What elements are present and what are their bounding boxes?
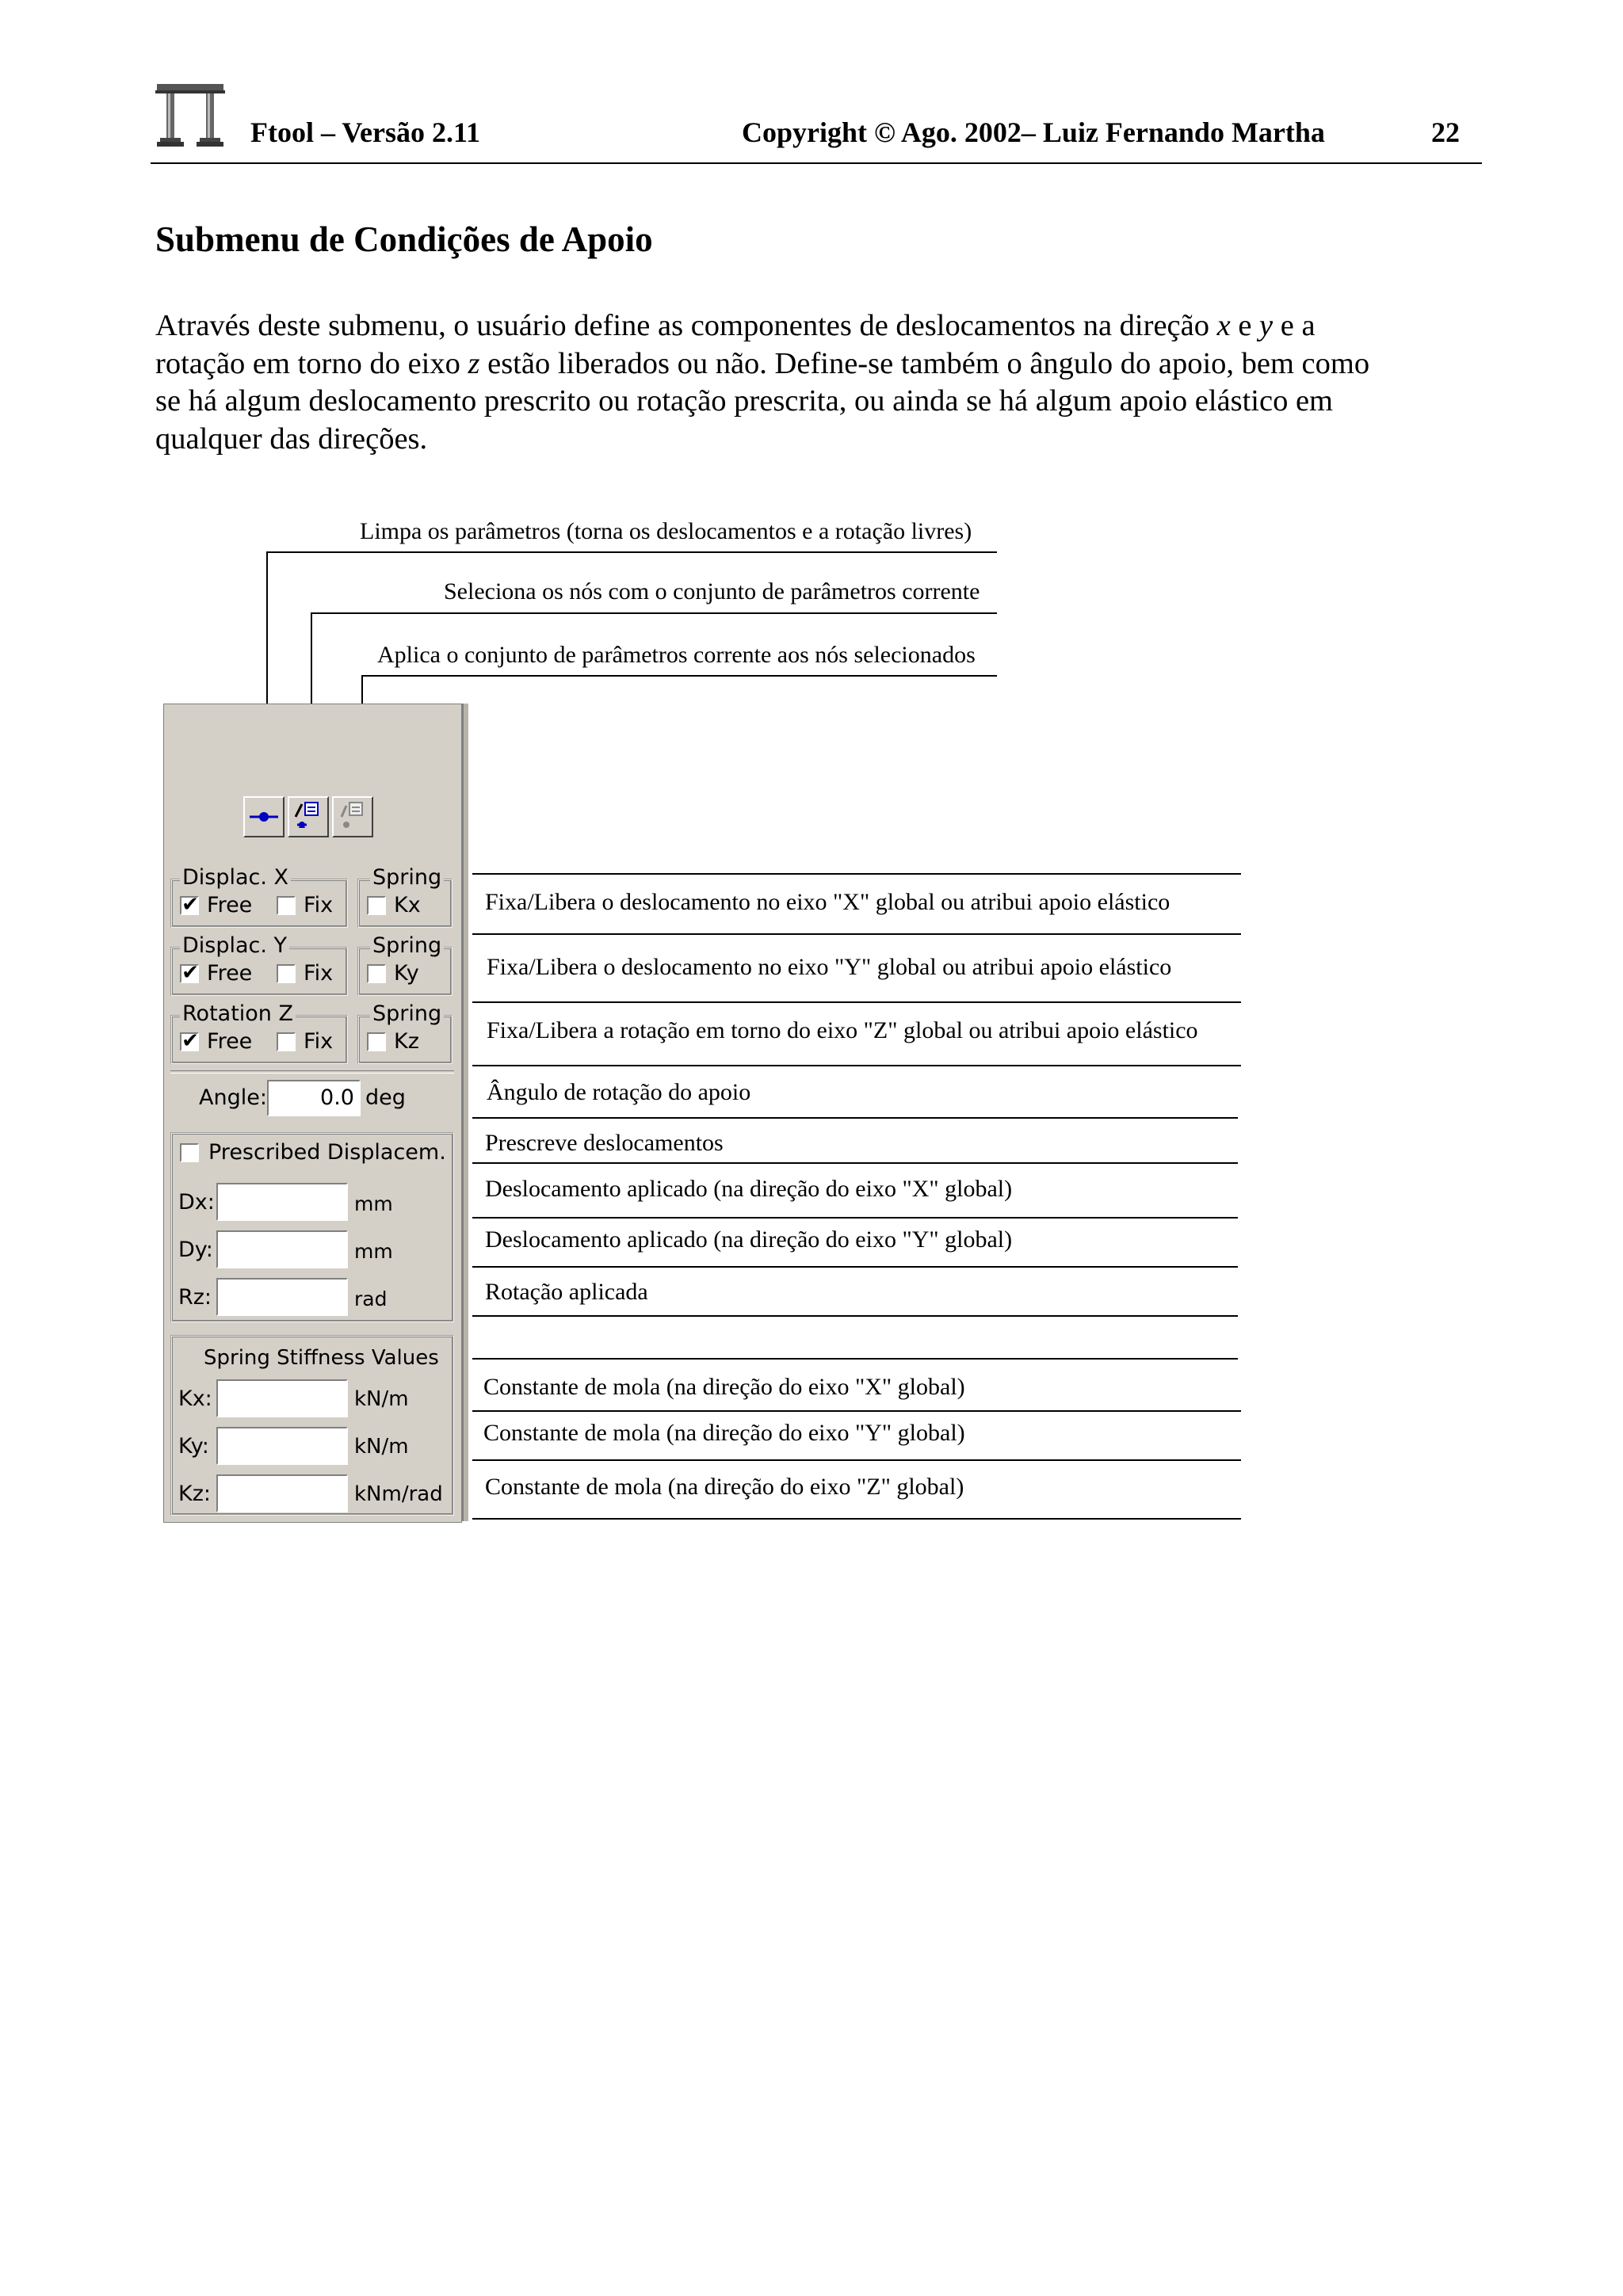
header-title: Ftool – Versão 2.11 [250,116,481,148]
annotation-rule [472,1117,1238,1119]
dy-unit: mm [354,1240,393,1263]
check-mark-icon: ✔ [181,893,199,917]
annotation-rule [472,873,1241,875]
angle-value: 0.0 [320,1085,354,1110]
free-label: Free [207,961,253,986]
ftool-logo-icon [155,82,225,147]
kx-unit: kN/m [354,1387,409,1411]
rz-input[interactable] [216,1278,348,1316]
prescribed-displacement-label: Prescribed Displacem. [208,1140,446,1165]
annotation-displac-x: Fixa/Libera o deslocamento no eixo "X" global ou atribui apoio elástico [485,889,1170,915]
displac-x-group [170,865,348,928]
annotation-rule [472,1459,1241,1461]
annotation-rule [472,1001,1241,1003]
callout-apply-line [361,675,997,677]
text: rotação em torno do eixo [155,346,468,380]
text: estão liberados ou não. Define-se também o ângulo do apoio, bem como [479,346,1370,380]
annotation-rz: Rotação aplicada [485,1279,648,1305]
clear-parameters-button[interactable] [243,796,285,837]
spring-stiffness-group [170,1335,454,1516]
text: e [1230,309,1260,342]
annotation-rule [472,1518,1241,1520]
rz-label: Rz: [178,1285,212,1310]
kz-unit: kNm/rad [354,1482,443,1506]
prescribed-displacement-checkbox[interactable] [180,1143,199,1162]
callout-select: Seleciona os nós com o conjunto de parâmetros corrente [444,578,980,605]
free-label: Free [207,1029,253,1054]
prescribed-displacement-group [170,1132,454,1322]
spring-y-title: Spring [370,934,444,958]
annotation-angle: Ângulo de rotação do apoio [487,1079,751,1105]
callout-apply: Aplica o conjunto de parâmetros corrente aos nós selecionados [377,642,976,668]
rz-unit: rad [354,1287,388,1310]
annotation-rule [472,933,1241,935]
spring-x-title: Spring [370,866,444,890]
dy-input[interactable] [216,1230,348,1268]
annotation-kz: Constante de mola (na direção do eixo "Z" global) [485,1474,964,1500]
kx-label: Kx [394,893,421,917]
spring-z-group [357,1001,453,1064]
rotation-z-fix-checkbox[interactable] [277,1032,296,1051]
annotation-rule [472,1266,1238,1268]
para-line-3: se há algum deslocamento prescrito ou rotação prescrita, ou ainda se há algum apoio elástico em [155,384,1333,418]
check-mark-icon: ✔ [181,961,199,985]
displac-y-group [170,933,348,996]
separator [170,1070,454,1074]
para-line-1 [155,307,1503,345]
para-line-4: qualquer das direções. [155,421,428,456]
annotation-rule [472,1410,1241,1412]
spring-kx-checkbox[interactable] [367,896,386,915]
clear-support-icon [245,798,283,836]
text: e a [1273,309,1316,342]
annotation-rule [472,1315,1238,1317]
apply-parameters-button[interactable] [332,796,373,837]
italic-z: z [468,346,480,380]
dx-label: Dx: [178,1190,215,1215]
check-mark-icon: ✔ [181,1029,199,1053]
displac-y-title: Displac. Y [180,934,289,958]
displac-x-free-checkbox[interactable] [180,893,199,917]
kz-label: Kz [394,1029,419,1054]
callout-clear: Limpa os parâmetros (torna os deslocamentos e a rotação livres) [360,518,972,544]
annotation-rule [472,1065,1241,1066]
spring-y-group [357,933,453,996]
annotation-prescribed: Prescreve deslocamentos [485,1130,724,1156]
spring-x-group [357,865,453,928]
kx-input[interactable] [216,1379,348,1417]
callout-clear-line [266,551,997,553]
header-rule [151,162,1482,164]
fix-label: Fix [304,1029,334,1054]
annotation-ky: Constante de mola (na direção do eixo "Y" global) [483,1420,965,1446]
rotation-z-free-checkbox[interactable] [180,1029,199,1053]
displac-y-fix-checkbox[interactable] [277,964,296,983]
angle-unit: deg [365,1085,406,1110]
angle-label: Angle: [199,1085,267,1110]
annotation-dy: Deslocamento aplicado (na direção do eixo "Y" global) [485,1226,1013,1253]
displac-y-free-checkbox[interactable] [180,961,199,985]
kz-value-label: Kz: [178,1482,211,1506]
italic-x: x [1216,309,1231,342]
section-title: Submenu de Condições de Apoio [155,219,653,259]
rotation-z-group [170,1001,348,1064]
spring-kz-checkbox[interactable] [367,1032,386,1051]
callout-select-line [311,612,997,614]
spring-z-title: Spring [370,1002,444,1026]
free-label: Free [207,893,253,917]
annotation-rule [472,1162,1238,1164]
kz-input[interactable] [216,1474,348,1512]
angle-input[interactable] [267,1080,361,1116]
annotation-rotation-z: Fixa/Libera a rotação em torno do eixo "Z" global ou atribui apoio elástico [487,1017,1198,1043]
annotation-rule [472,1358,1238,1360]
page-number: 22 [1431,116,1460,148]
select-nodes-button[interactable] [288,796,329,837]
kx-value-label: Kx: [178,1386,212,1411]
dx-input[interactable] [216,1183,348,1221]
italic-y: y [1259,309,1274,342]
ky-label: Ky [394,961,419,986]
ky-unit: kN/m [354,1435,409,1459]
annotation-rule [472,1217,1238,1219]
annotation-kx: Constante de mola (na direção do eixo "X" global) [483,1374,965,1400]
text: Através deste submenu, o usuário define as componentes de deslocamentos na direção [155,309,1217,342]
apply-parameters-icon [334,798,372,836]
dy-label: Dy: [178,1238,213,1262]
rotation-z-title: Rotation Z [180,1002,296,1026]
intro-paragraph [155,307,1503,458]
dx-unit: mm [354,1192,393,1215]
para-line-2 [155,345,1503,383]
panel-right-border [462,704,468,1521]
displac-x-title: Displac. X [180,866,291,890]
header-copyright: Copyright © Ago. 2002– Luiz Fernando Martha [742,116,1325,148]
spring-stiffness-title: Spring Stiffness Values [204,1346,439,1370]
support-conditions-panel [163,704,462,1523]
fix-label: Fix [304,893,334,917]
annotation-dx: Deslocamento aplicado (na direção do eixo "X" global) [485,1176,1013,1202]
ky-value-label: Ky: [178,1434,209,1459]
ky-input[interactable] [216,1427,348,1465]
fix-label: Fix [304,961,334,986]
displac-x-fix-checkbox[interactable] [277,896,296,915]
annotation-displac-y: Fixa/Libera o deslocamento no eixo "Y" global ou atribui apoio elástico [487,954,1172,980]
spring-ky-checkbox[interactable] [367,964,386,983]
select-nodes-icon [289,798,327,836]
